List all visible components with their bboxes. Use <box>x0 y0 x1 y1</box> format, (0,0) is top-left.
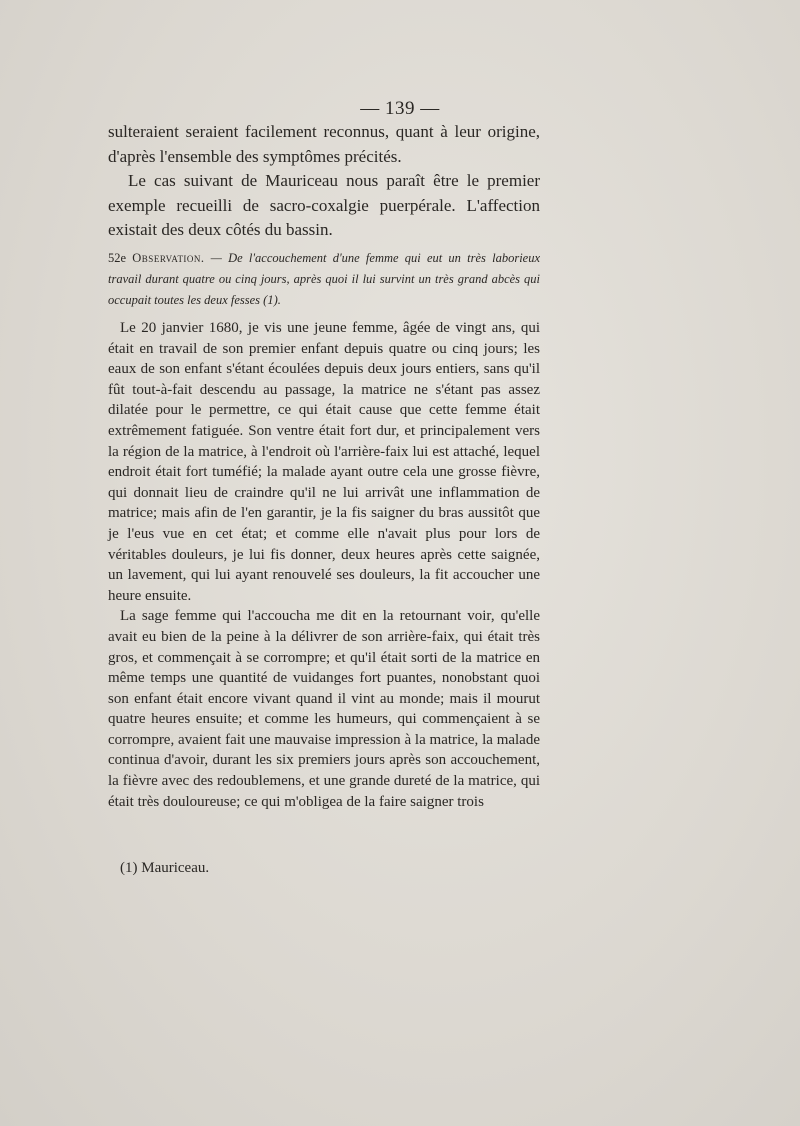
page-number: — 139 — <box>360 98 440 119</box>
observation-number: 52e <box>108 251 127 265</box>
observation-label: Observation. <box>132 251 205 265</box>
intro-paragraph-1: sulteraient seraient facilement reconnus, quant à leur origine, d'après l'ensemble des symptômes précités. <box>108 122 540 166</box>
body-paragraph-2: La sage femme qui l'accoucha me dit en la retournant voir, qu'elle avait eu bien de la peine à la délivrer de son arrière-faix, qui était très gros, et commençait à se corrompre; et qu'il était sorti de la matrice en même temps une quantité de vuidanges fort puantes, nonobstant quoi son enfant était encore vivant quand il vint au monde; mais il mourut quatre heures ensuite; et comme les humeurs, qui commençaient à se corrompre, avaient fait une mauvaise impression à la matrice, la malade continua d'avoir, durant les six premiers jours après son accouchement, la fièvre avec des redoublemens, et une grande dureté de la matrice, qui était très douloureuse; ce qui m'obligea de la faire saigner trois <box>108 608 540 810</box>
footnote: (1) Mauriceau. <box>120 860 210 876</box>
intro-paragraph-2: Le cas suivant de Mauriceau nous paraît être le premier exemple recueilli de sacro-coxalgie puerpérale. L'affection existait des deux côtés du bassin. <box>108 171 540 239</box>
body-paragraph-1: Le 20 janvier 1680, je vis une jeune femme, âgée de vingt ans, qui était en travail de son premier enfant depuis quatre ou cinq jours; les eaux de son enfant s'étant écoulées depuis deux jours entiers, sans qu'il fût tout-à-fait descendu au passage, la matrice ne s'étant pas assez dilatée pour le permettre, ce qui était cause que cette femme était extrêmement fatiguée. Son ventre était fort dur, et principalement vers la région de la matrice, à l'endroit où l'arrière-faix lui est attaché, lequel endroit était fort tuméfié; la malade ayant outre cela une grosse fièvre, qui donnait lieu de craindre qu'il ne lui arrivât une inflammation de matrice; mais afin de l'en garantir, je la fis saigner du bras aussitôt que je l'eus vue en cet état; et comme elle n'avait plus pour lors de véritables douleurs, je lui fis donner, deux heures après cette saignée, un lavement, qui lui ayant renouvelé ses douleurs, la fit accoucher une heure ensuite. <box>108 320 540 604</box>
observation-title: — De l'accouchement d'une femme qui eut un très laborieux travail durant quatre ou cinq jours, après quoi il lui survint un très grand abcès qui occupait toutes les deux fesses (1). <box>108 251 541 307</box>
intro-text <box>108 120 540 243</box>
observation-body <box>108 318 540 812</box>
observation-heading <box>108 248 540 311</box>
